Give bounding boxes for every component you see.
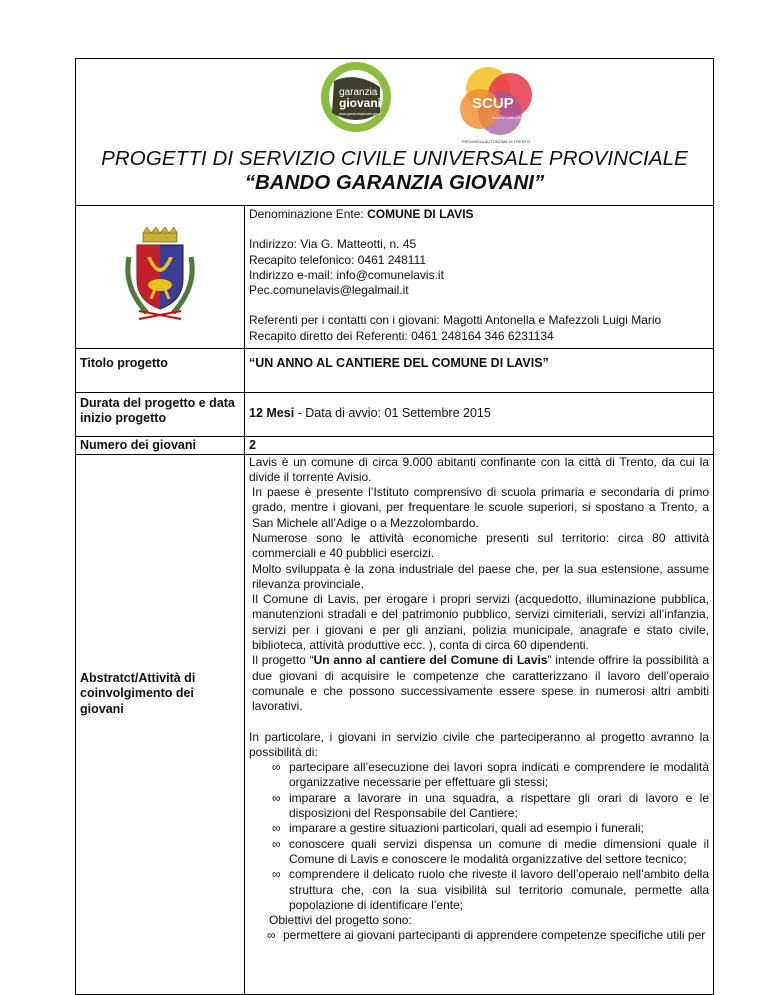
garanzia-giovani-logo — [321, 62, 391, 132]
page-title: PROGETTI DI SERVIZIO CIVILE UNIVERSALE PROVINCIALE — [101, 147, 688, 170]
obiettivi-heading: Obiettivi del progetto sono: — [269, 913, 412, 928]
ente-recapito-referenti: Recapito diretto dei Referenti: 0461 248164 346 6231134 — [249, 328, 554, 343]
ente-denominazione-value: COMUNE DI LAVIS — [367, 207, 474, 221]
list-item: ∞ imparare a lavorare in una squadra, a rispettare gli orari di lavoro e le disposizioni del Responsabile del Cantiere; — [289, 791, 709, 822]
coat-of-arms-icon — [119, 227, 201, 323]
ente-indirizzo: Indirizzo: Via G. Matteotti, n. 45 — [249, 237, 417, 252]
gg-line1: garanzia — [339, 87, 378, 98]
durata-bold: 12 Mesi — [249, 406, 295, 421]
abstract-p3: Numerose sono le attività economiche presenti sul territorio: circa 80 attività commerciali e 40 pubblici esercizi. — [252, 530, 709, 561]
scup-logo — [460, 67, 550, 144]
document-frame — [75, 58, 714, 995]
durata-label: Durata del progetto e data inizio progetto — [76, 392, 245, 436]
possibilita-list — [249, 760, 709, 913]
durata-value-cell — [245, 392, 714, 436]
ente-email: Indirizzo e-mail: info@comunelavis.it — [249, 267, 444, 282]
list-item: ∞ permettere ai giovani partecipanti di apprendere competenze specifiche utili per — [283, 928, 709, 943]
ente-row — [76, 206, 713, 348]
durata-rest: - Data di avvio: 01 Settembre 2015 — [294, 406, 491, 421]
coat-of-arms-cell — [76, 206, 245, 348]
abstract-label: Abstratct/Attività di coinvolgimento dei giovani — [76, 454, 245, 994]
numero-value: 2 — [245, 436, 714, 454]
ente-info-cell — [245, 206, 714, 348]
project-table — [76, 206, 713, 994]
document-header — [76, 59, 713, 206]
abstract-p5: Il Comune di Lavis, per erogare i propri servizi (acquedotto, illuminazione pubblica, manutenzioni stradali e del patrimonio pubblico, servizi cimiteriali, servizi all’infanzia, servizi per i giovani e per gli anziani, polizia municipale, anagrafe e stato civile, biblioteca, attività produttive ecc. ), conta di circa 60 dipendenti. — [252, 592, 709, 653]
list-item: ∞ conoscere quali servizi dispensa un comune di medie dimensioni quale il Comune di Lavis e conoscere le modalità organizzative del settore tecnico; — [289, 837, 709, 868]
titolo-value: “UN ANNO AL CANTIERE DEL COMUNE DI LAVIS” — [245, 348, 714, 392]
ente-pec: Pec.comunelavis@legalmail.it — [249, 283, 409, 298]
program-logos — [304, 61, 566, 145]
ente-referenti: Referenti per i contatti con i giovani: Magotti Antonella e Mafezzoli Luigi Mario — [249, 313, 662, 328]
abstract-p1: Lavis è un comune di circa 9.000 abitanti confinante con la città di Trento, da cui la divide il torrente Avisio. — [249, 454, 709, 484]
abstract-p2: In paese è presente l’Istituto comprensivo di scuola primaria e secondaria di primo grado, mentre i giovani, per frequentare le scuole superiori, si spostano a Trento, a San Michele all’Adige o a Mezzolombardo. — [252, 485, 709, 530]
list-item: ∞ imparare a gestire situazioni particolari, quali ad esempio i funerali; — [289, 821, 709, 836]
numero-label: Numero dei giovani — [76, 436, 245, 454]
page-subtitle: “BANDO GARANZIA GIOVANI” — [244, 171, 545, 194]
numero-row — [76, 436, 713, 454]
list-item: ∞ partecipare all’esecuzione dei lavori sopra indicati e comprendere le modalità organizzative necessarie per effettuare gli stessi; — [289, 760, 709, 791]
abstract-p6: Il progetto “Un anno al cantiere del Comune di Lavis” intende offrire la possibilità a due giovani di acquisire le competenze che caratterizzano il lavoro dell’operaio comunale e che possono successivamente essere spese in numerosi altri ambiti lavorativi. — [252, 653, 709, 714]
scup-text: SCUP — [472, 95, 514, 112]
gg-line2: giovani — [339, 96, 382, 110]
ente-telefono: Recapito telefonico: 0461 248111 — [249, 252, 427, 267]
abstract-cell — [245, 454, 714, 994]
pat-text: PROVINCIA AUTONOMA DI TRENTO — [462, 139, 531, 144]
abstract-p7: In particolare, i giovani in servizio civile che parteciperanno al progetto avranno la possibilità di: — [249, 729, 709, 759]
list-item: ∞ comprendere il delicato ruolo che riveste il lavoro dell’operaio nell’ambito della struttura che, con la sua visibilità sul territorio comunale, permette alla popolazione di identificare l’ente; — [289, 867, 709, 913]
obiettivi-list — [249, 928, 709, 943]
abstract-row — [76, 454, 713, 994]
abstract-p4: Molto sviluppata è la zona industriale del paese che, per la sua estensione, assume rilevanza provinciale. — [252, 561, 709, 591]
gg-url: www.garanziagiovani.gov.it — [339, 112, 381, 116]
ente-denominazione-label: Denominazione Ente: — [249, 207, 368, 221]
titolo-row — [76, 348, 713, 392]
titolo-label: Titolo progetto — [76, 348, 245, 392]
durata-row — [76, 392, 713, 436]
scup-sub: Servizio Civile Universale Provinciale — [492, 116, 550, 120]
